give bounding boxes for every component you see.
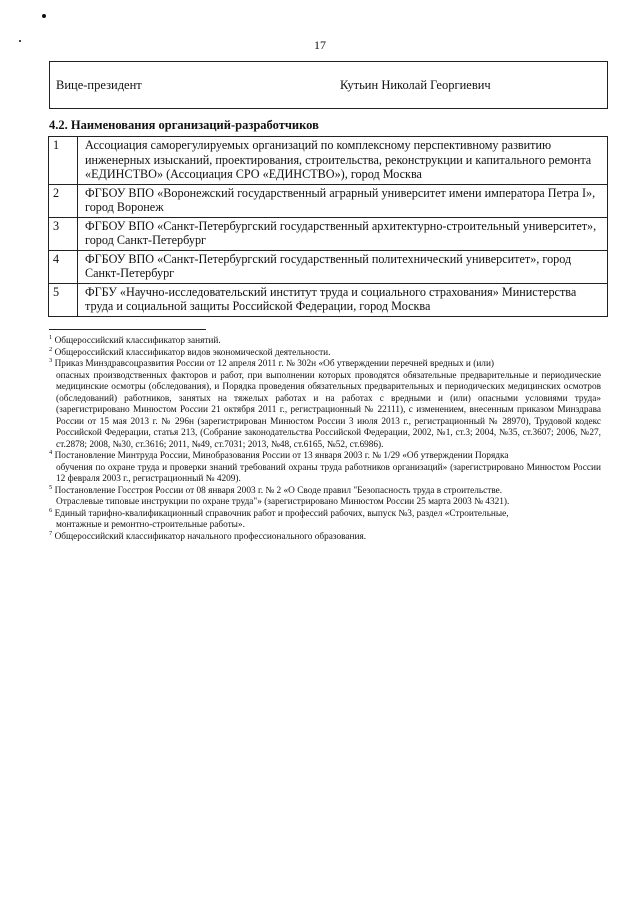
footnote-continuation: монтажные и ремонтно-строительные работы». [56,520,245,530]
footnote [49,345,601,360]
footnote-text: Приказ Минздравсоцразвития России от 12 апреля 2011 г. № 302н «Об утверждении перечней вредных и (или) [54,359,495,369]
footnote-mark: 4 [49,448,53,456]
developers-table [48,136,608,317]
signature-table [49,61,608,109]
row-number: 4 [49,250,78,283]
organization-name: ФГБОУ ВПО «Воронежский государственный аграрный университет имени императора Петра I», город Воронеж [78,184,608,217]
footnote [49,529,601,544]
footnote-text: Постановление Минтруда России, Минобразования России от 13 января 2003 г. № 1/29 «Об утверждении Порядка [54,451,509,461]
footnote-text: Единый тарифно-квалификационный справочник работ и профессий рабочих, выпуск №3, раздел «Строительные, [54,508,509,519]
footnote-mark: 5 [49,483,53,491]
footnote [49,356,601,451]
footnote [49,448,601,486]
organization-name: ФГБОУ ВПО «Санкт-Петербургский государственный архитектурно-строительный университет», город Санкт-Петербург [78,217,608,250]
organization-name: ФГБОУ ВПО «Санкт-Петербургский государственный политехнический университет», город Санкт-Петербург [78,250,608,283]
table-row [49,137,608,185]
footnote-continuation: обучения по охране труда и проверки знаний требований охраны труда работников организаций» (зарегистрировано Минюстом России 12 февраля 2003 г., регистрационный № 4209). [56,462,601,484]
organization-name: ФГБУ «Научно-исследовательский институт труда и социального страхования» Министерства труда и социальной защиты Российской Федерации, город Москва [78,283,608,316]
footnote [49,333,601,348]
table-row [49,217,608,250]
footnote-mark: 1 [49,333,53,341]
footnote-continuation: Отраслевые типовые инструкции по охране труда"» (зарегистрировано Минюстом России 25 марта 2003 № 4321). [56,497,510,507]
footnote-text: Общероссийский классификатор занятий. [54,336,221,346]
table-row [49,283,608,316]
footnote-mark: 7 [49,529,53,537]
scan-speck [42,14,46,18]
row-number: 5 [49,283,78,316]
row-number: 1 [49,137,78,185]
table-row [49,184,608,217]
section-heading: 4.2. Наименования организаций-разработчиков [49,118,319,132]
footnote [49,506,601,532]
footnote-text: Общероссийский классификатор начального профессионального образования. [54,531,367,542]
footnote-mark: 6 [49,506,53,514]
table-row [49,250,608,283]
row-number: 3 [49,217,78,250]
footnote-mark: 3 [49,356,53,364]
footnote-mark: 2 [49,345,53,353]
footnotes [49,333,601,543]
footnote [49,483,601,509]
footnote-text: Общероссийский классификатор видов экономической деятельности. [54,347,331,358]
footnote-separator [49,329,206,330]
signature-name: Кутьин Николай Георгиевич [332,62,608,109]
row-number: 2 [49,184,78,217]
footnote-continuation: опасных производственных факторов и работ, при выполнении которых проводятся обязательные предварительные и периодические медицинские осмотры (обследования), и Порядка проведения обязательных предварительных и периодических медицинских осмотров (обследований) работников, занятых на тяжелых работах и на работах с вредными и (или) опасными условиями труда» (зарегистрировано Минюстом России 21 октября 2011 г., регистрационный № 22111), с изменением, внесенным приказом Минздрава России от 15 мая 2013 г. № 296н (зарегистрирован Минюстом России 3 июля 2013 г., регистрационный № 28970), Трудовой кодекс Российской Федерации, статья 213, (Собрание законодательства Российской Федерации, 2002, №1, ст.3; 2004, №35, ст.3607; 2006, №27, ст.2878; 2008, №30, ст.3616; 2011, №49, ст.7031; 2013, №48, ст.6165, №52, ст.6986). [56,370,601,450]
organization-name: Ассоциация саморегулируемых организаций по комплексному перспективному развитию инженерных изысканий, проектирования, строительства, реконструкции и капитального ремонта «ЕДИНСТВО» (Ассоциация СРО «ЕДИНСТВО»), город Москва [78,137,608,185]
footnote-text: Постановление Госстроя России от 08 января 2003 г. № 2 «О Своде правил "Безопасность труда в строительстве. [54,485,503,496]
signature-role: Вице-президент [50,62,333,109]
page-number: 17 [314,38,326,52]
signature-row [50,62,608,109]
